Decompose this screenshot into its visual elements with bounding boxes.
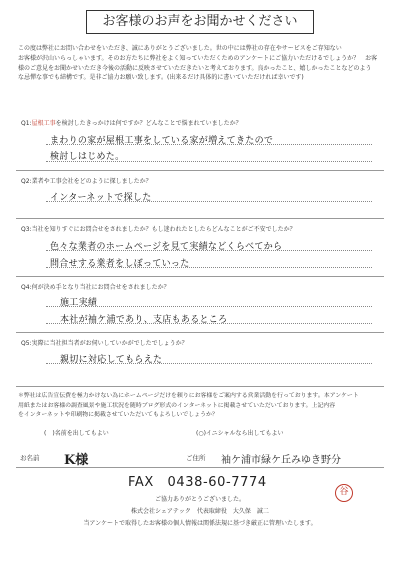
answer-text: まわりの家が屋根工事をしている家が増えてきたので (50, 136, 274, 146)
question-label (21, 176, 152, 185)
question-5 (16, 337, 384, 387)
question-label (21, 224, 296, 233)
footer-company: 株式会社シェアテック 代表取締役 大久保 誠二 (131, 508, 269, 515)
question-number: Q2: (21, 178, 32, 185)
question-label (21, 282, 170, 291)
question-label (21, 338, 188, 347)
name-value: K様 (64, 453, 89, 468)
question-number: Q3: (21, 226, 32, 233)
footer-thanks: ご協力ありがとうございました。 (154, 496, 245, 503)
fax-number: FAX 0438-60-7774 (128, 475, 267, 490)
answer-text: 色々な業者のホームページを見て実績などくらべてから (50, 242, 283, 252)
question-3 (16, 223, 384, 277)
name-label: お名前 (20, 454, 40, 462)
question-number: Q1: (21, 120, 32, 127)
notice-line: をインターネットや印刷物に掲載させていただいてもよろしいでしょうか？ (18, 412, 218, 419)
intro-line: 様のご意見をお聞かせいただき今後の活動に反映させていただきたいと考えております。良かったこと、嬉しかったことなどのよう (18, 64, 372, 72)
choice-initials-ok[interactable] (196, 428, 284, 437)
footer-privacy: 当アンケートで取得したお客様の個人情報は関係法規に基づき厳正に管理いたします。 (83, 520, 317, 527)
answer-text: 本社が袖ケ浦であり、支店もあるところ (60, 315, 228, 325)
question-text: 何が決め手となり当社にお問合せをされましたか？ (31, 284, 170, 291)
name-address-row (16, 448, 384, 468)
answer-text: 施工実績 (60, 298, 98, 308)
question-text: を検討したきっかけは何ですか？どんなことで悩まれていましたか？ (55, 120, 242, 127)
question-accent: 屋根工事 (31, 120, 56, 127)
intro-line: な忌憚な事でも結構です。是非ご協力お願い致します。(出来るだけ具体的に書いていただければ幸いです) (18, 74, 304, 82)
question-number: Q4: (21, 284, 32, 291)
page-title: お客様のお声をお聞かせください (86, 10, 314, 34)
publication-notice (18, 392, 384, 421)
question-text: 業者や工事会社をどのように探しましたか？ (31, 178, 152, 185)
address-value: 袖ケ浦市緑ケ丘みゆき野分 (221, 455, 341, 466)
question-label (21, 118, 242, 127)
answer-text: 問合せする業者をしぼっていった (50, 259, 190, 269)
seal-stamp-icon: 谷 (335, 484, 353, 502)
question-number: Q5: (21, 340, 32, 347)
intro-text (18, 44, 384, 83)
question-2 (16, 175, 384, 219)
choice-mark: (○) (196, 430, 206, 437)
notice-line: 用紙またはお客様の調査風景や施工状況を随時ブログ形式のインターネットに掲載させていただいております。上記内容 (18, 402, 336, 409)
choice-label: イニシャルなら出してもよい (205, 430, 284, 437)
answer-text: 親切に対応してもらえた (60, 355, 163, 365)
choice-label: 名前を出してもよい (54, 430, 109, 437)
intro-line: この度は弊社にお問い合わせをいただき、誠にありがとうございました。世の中には弊社の存在やサービスをご存知ない (18, 45, 342, 52)
answer-text: インターネットで探した (50, 193, 152, 203)
question-4 (16, 281, 384, 333)
answer-text: 検討しはじめた。 (50, 152, 125, 162)
choice-name-ok[interactable] (44, 428, 109, 437)
question-text: 実際に当社担当者がお伺いしていかがでしたでしょうか？ (31, 340, 188, 347)
question-text: 当社を知りすぐにお問合せをされましたか？もし迷われたとしたらどんなことがご不安でしたか？ (31, 226, 296, 233)
address-label: ご住所 (186, 454, 206, 462)
choice-mark: ( ) (44, 430, 55, 437)
question-1 (16, 117, 384, 171)
intro-line: お客様が沢山いらっしゃいます。そのお方たちに弊社をよく知っていただくためのアンケートにご協力いただけるでしょうか？ お客 (18, 54, 378, 62)
notice-line: ＊弊社は広告宣伝費を極力かけない為にホームページだけを頼りにお客様をご案内する営業活動を行っております。本アンケート (18, 393, 359, 399)
